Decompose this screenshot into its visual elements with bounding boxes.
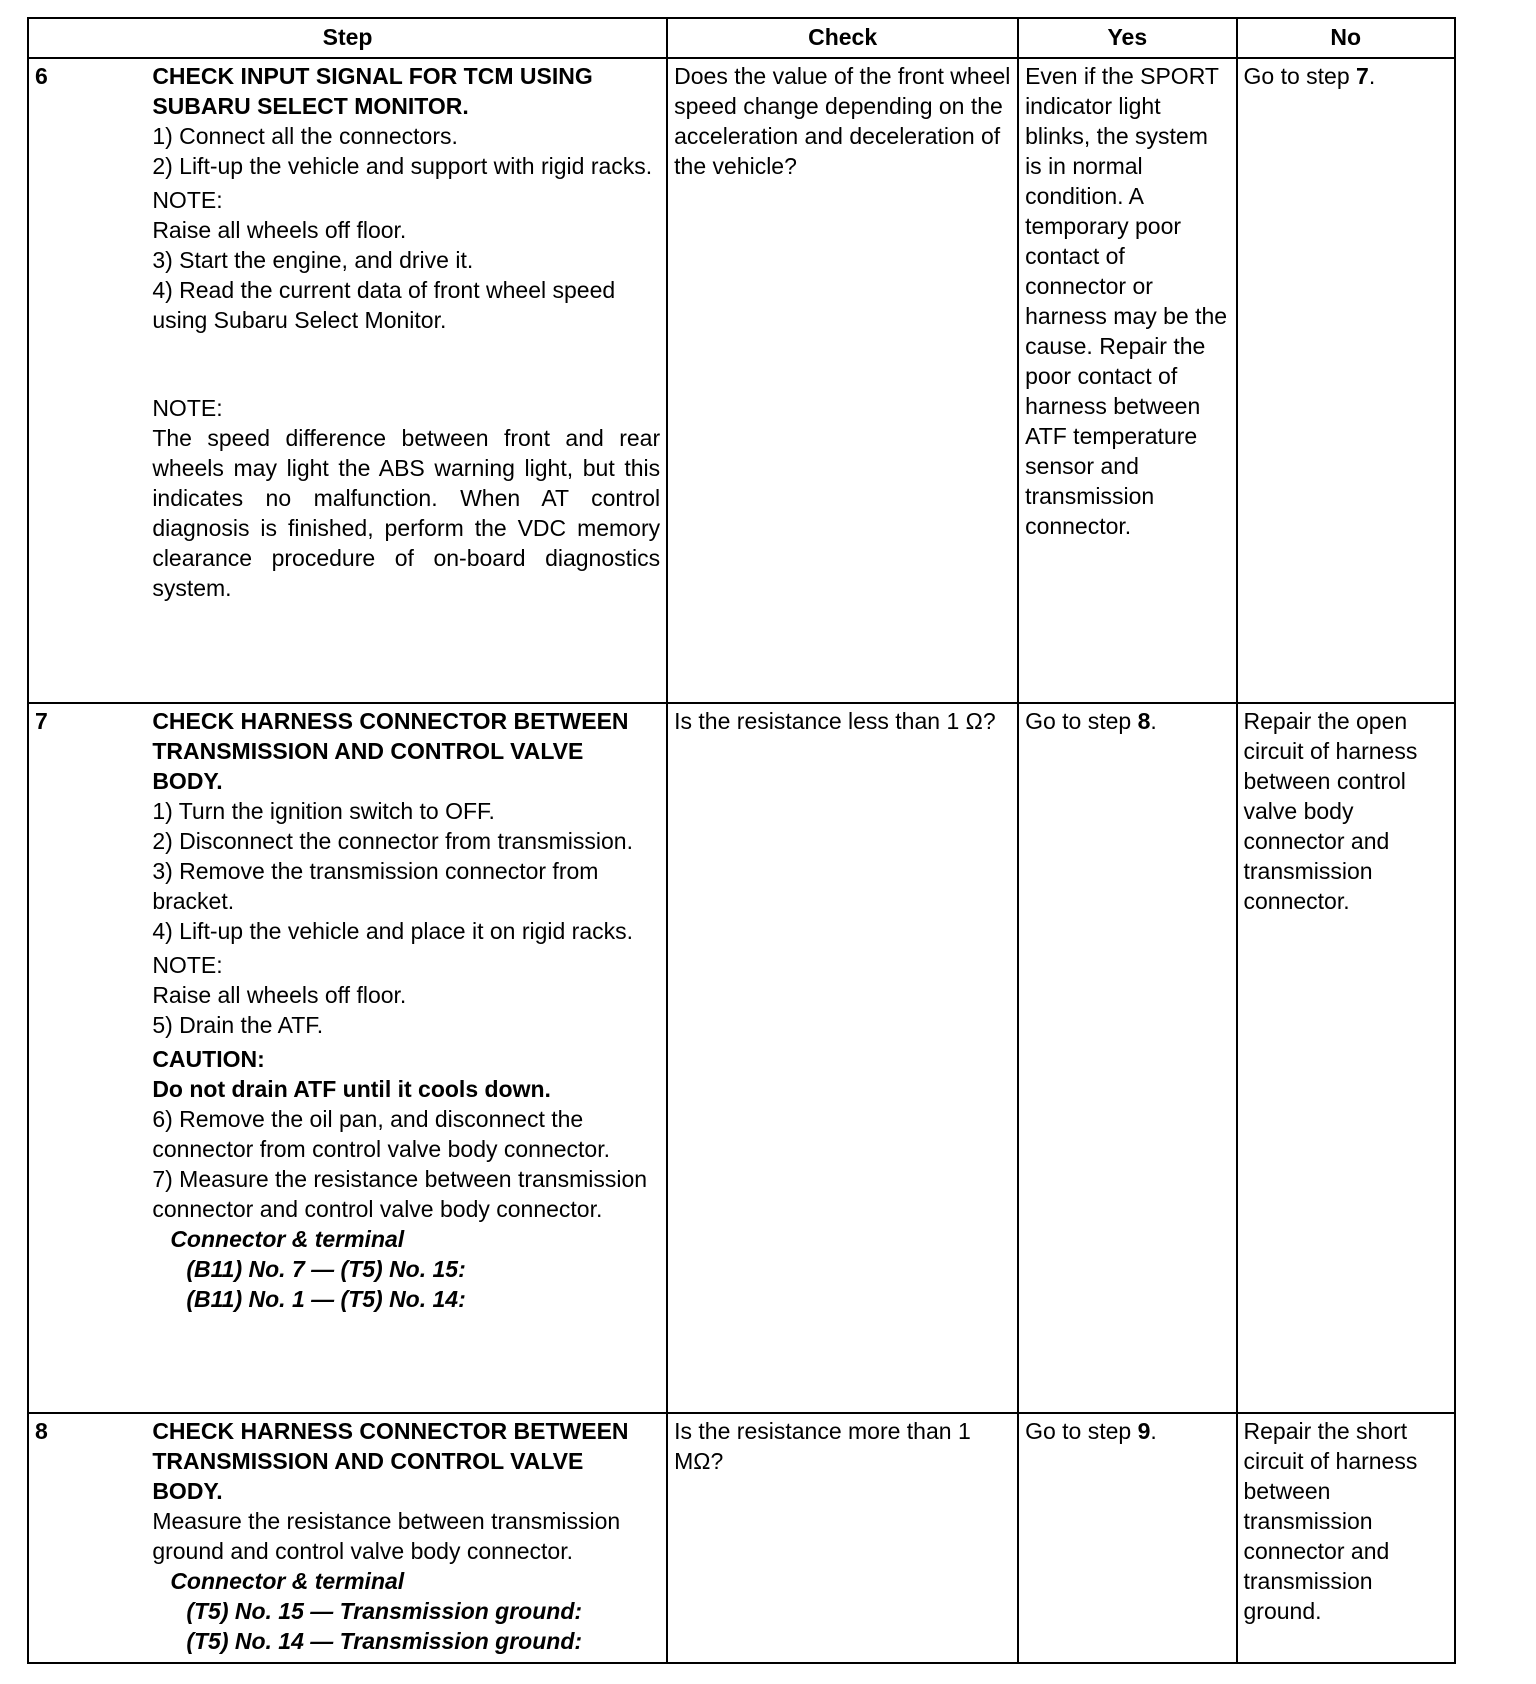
step-number-cell [28,58,146,703]
instruction-item: 5) Drain the ATF. [152,1011,324,1038]
yes-action-step: 8 [1137,707,1151,734]
step-instructions-cell [146,58,667,703]
step-number: 8 [35,1417,48,1444]
check-question: Is the resistance less than 1 Ω? [674,707,996,734]
step-number: 6 [35,63,48,89]
instruction-item: 3) Remove the transmission connector from bracket. [152,857,599,914]
no-action-prefix: Go to step [1243,63,1357,89]
check-question: Does the value of the front wheel speed change depending on the acceleration and deceleration of the vehicle? [674,63,1011,179]
no-action: Repair the open circuit of harness between control valve body connector and transmission connector. [1243,707,1418,914]
caution-label: CAUTION: [152,1045,265,1072]
instruction-item: 2) Disconnect the connector from transmission. [152,827,633,854]
table-row [28,58,1455,703]
connector-terminal-spec: (T5) No. 15 — Transmission ground: [186,1597,583,1624]
diagnostic-procedure-table [27,17,1456,1664]
connector-terminal-spec: (B11) No. 1 — (T5) No. 14: [186,1285,466,1312]
instruction-item: 4) Read the current data of front wheel speed using Subaru Select Monitor. [152,277,616,333]
step-title-line: CHECK INPUT SIGNAL FOR TCM USING [152,63,593,89]
header-step: Step [28,18,667,58]
note-text: The speed difference between front and rear wheels may light the ABS warning light, but this indicates no malfunction. When AT control diagnosis is finished, perform the VDC memory clearance procedure of on-board diagnostics system. [152,425,661,601]
step-title-line: BODY. [152,767,223,794]
step-instructions-cell [146,1413,667,1663]
yes-action-prefix: Go to step [1025,1417,1138,1444]
instruction-text: Measure the resistance between transmission ground and control valve body connector. [152,1507,621,1564]
yes-action-step: 9 [1137,1417,1151,1444]
instruction-item: 6) Remove the oil pan, and disconnect the connector from control valve body connector. [152,1105,610,1162]
check-cell [667,703,1018,1413]
table-header-row [28,18,1455,58]
no-cell [1237,1413,1456,1663]
note-text: Raise all wheels off floor. [152,217,407,243]
yes-action-suffix: . [1150,1417,1157,1444]
caution-text: Do not drain ATF until it cools down. [152,1075,551,1102]
yes-cell [1018,58,1236,703]
instruction-item: 1) Turn the ignition switch to OFF. [152,797,495,824]
yes-cell [1018,1413,1236,1663]
yes-cell [1018,703,1236,1413]
note-label: NOTE: [152,395,223,421]
note-label: NOTE: [152,951,223,978]
yes-action-prefix: Go to step [1025,707,1138,734]
step-instructions-cell [146,703,667,1413]
step-title-line: CHECK HARNESS CONNECTOR BETWEEN [152,707,629,734]
connector-terminal-heading: Connector & terminal [170,1567,405,1594]
instruction-item: 4) Lift-up the vehicle and place it on rigid racks. [152,917,634,944]
connector-terminal-spec: (T5) No. 14 — Transmission ground: [186,1627,583,1654]
instruction-item: 7) Measure the resistance between transmission connector and control valve body connector. [152,1165,648,1222]
header-yes: Yes [1018,18,1236,58]
check-question: Is the resistance more than 1 MΩ? [674,1417,971,1474]
check-cell [667,1413,1018,1663]
step-number-cell [28,1413,146,1663]
step-title-line: TRANSMISSION AND CONTROL VALVE [152,737,584,764]
note-text: Raise all wheels off floor. [152,981,407,1008]
step-title-line: BODY. [152,1477,223,1504]
table-row [28,703,1455,1413]
no-action-step: 7 [1356,63,1369,89]
instruction-item: 2) Lift-up the vehicle and support with rigid racks. [152,153,653,179]
step-number-cell [28,703,146,1413]
connector-terminal-heading: Connector & terminal [170,1225,405,1252]
table-row [28,1413,1455,1663]
check-cell [667,58,1018,703]
note-label: NOTE: [152,187,223,213]
no-action: Repair the short circuit of harness between transmission connector and transmission ground. [1243,1417,1418,1624]
yes-action-suffix: . [1150,707,1157,734]
yes-action: Even if the SPORT indicator light blinks, the system is in normal condition. A temporary poor contact of connector or harness may be the cause. Repair the poor contact of harness between ATF temperature sensor and transmission connector. [1025,63,1228,539]
step-number: 7 [35,707,48,734]
no-cell [1237,58,1456,703]
step-title-line: CHECK HARNESS CONNECTOR BETWEEN [152,1417,629,1444]
instruction-item: 1) Connect all the connectors. [152,123,458,149]
no-action-suffix: . [1368,63,1376,89]
instruction-item: 3) Start the engine, and drive it. [152,247,474,273]
no-cell [1237,703,1456,1413]
header-no: No [1237,18,1456,58]
connector-terminal-spec: (B11) No. 7 — (T5) No. 15: [186,1255,466,1282]
step-title-line: SUBARU SELECT MONITOR. [152,93,469,119]
header-check: Check [667,18,1018,58]
step-title-line: TRANSMISSION AND CONTROL VALVE [152,1447,584,1474]
